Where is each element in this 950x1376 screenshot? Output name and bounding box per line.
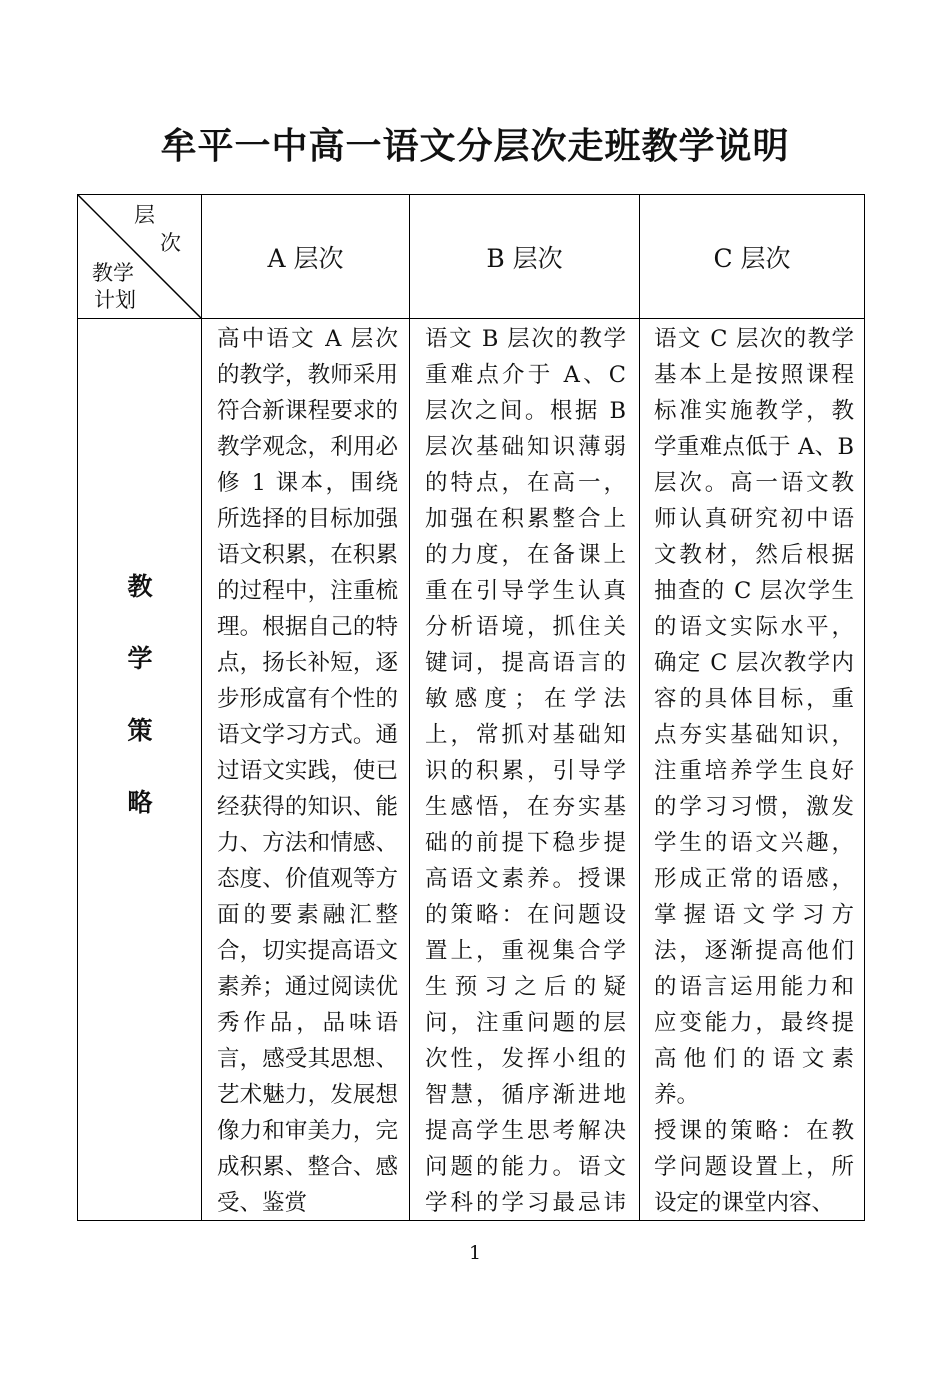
column-header-c: C 层次 (713, 244, 791, 273)
corner-label-plan-1: 教学 (92, 261, 134, 285)
row-header-char: 教 (127, 572, 153, 601)
page-number: 1 (468, 1242, 482, 1264)
column-divider (639, 195, 640, 1220)
document-title: 牟平一中高一语文分层次走班教学说明 (160, 126, 790, 167)
cell-b-strategy: 语文 B 层次的教学重难点介于 A、C 层次之间。根据 B 层次基础知识薄弱的特点，在高一，加强在积累整合上的力度，在备课上重在引导学生认真分析语境，抓住关键词，提高语言的敏感度；在学法上，常抓对基础知识的积累，引导学生感悟，在夯实基础的前提下稳步提高语文素养。授课的策略：在问题设置上，重视集合学生预习之后的疑问，注重问题的层次性，发挥小组的智慧，循序渐进地提高学生思考解决问题的能力。语文学科的学习最忌讳 (425, 326, 626, 1216)
column-divider (201, 195, 202, 1220)
column-header-b: B 层次 (486, 244, 563, 273)
column-header-a: A 层次 (267, 244, 344, 273)
cell-a-strategy: 高中语文 A 层次的教学，教师采用符合新课程要求的教学观念，利用必修 1 课本，围绕所选择的目标加强语文积累，在积累的过程中，注重梳理。根据自己的特点，扬长补短，逐步形成富有个性的语文学习方式。通过语文实践，使已经获得的知识、能力、方法和情感、态度、价值观等方面的要素融汇整合，切实提高语文素养；通过阅读优秀作品，品味语言，感受其思想、艺术魅力，发展想像力和审美力，完成积累、整合、感受、鉴赏 (217, 326, 398, 1216)
cell-c-paragraph-2: 授课的策略：在教学问题设置上，所设定的课堂内容、 (654, 1118, 854, 1216)
corner-label-level-2: 次 (160, 231, 181, 255)
column-divider (409, 195, 410, 1220)
strategy-table (77, 194, 865, 1221)
cell-c-strategy (654, 319, 854, 1220)
corner-label-plan-2: 计划 (94, 288, 136, 312)
row-header-char: 略 (127, 788, 153, 817)
row-header-char: 学 (127, 644, 153, 673)
row-header-char: 策 (127, 716, 153, 745)
cell-c-paragraph-1: 语文 C 层次的教学基本上是按照课程标准实施教学，教学重难点低于 A、B 层次。高一语文教师认真研究初中语文教材，然后根据抽查的 C 层次学生的语文实际水平，确定 C 层次教学内容的具体目标，重点夯实基础知识，注重培养学生良好的学习习惯，激发学生的语文兴趣，形成正常的语感，掌握语文学习方法，逐渐提高他们的语言运用能力和应变能力，最终提高他们的语文素养。 (654, 326, 854, 1108)
corner-label-level-1: 层 (134, 203, 155, 227)
